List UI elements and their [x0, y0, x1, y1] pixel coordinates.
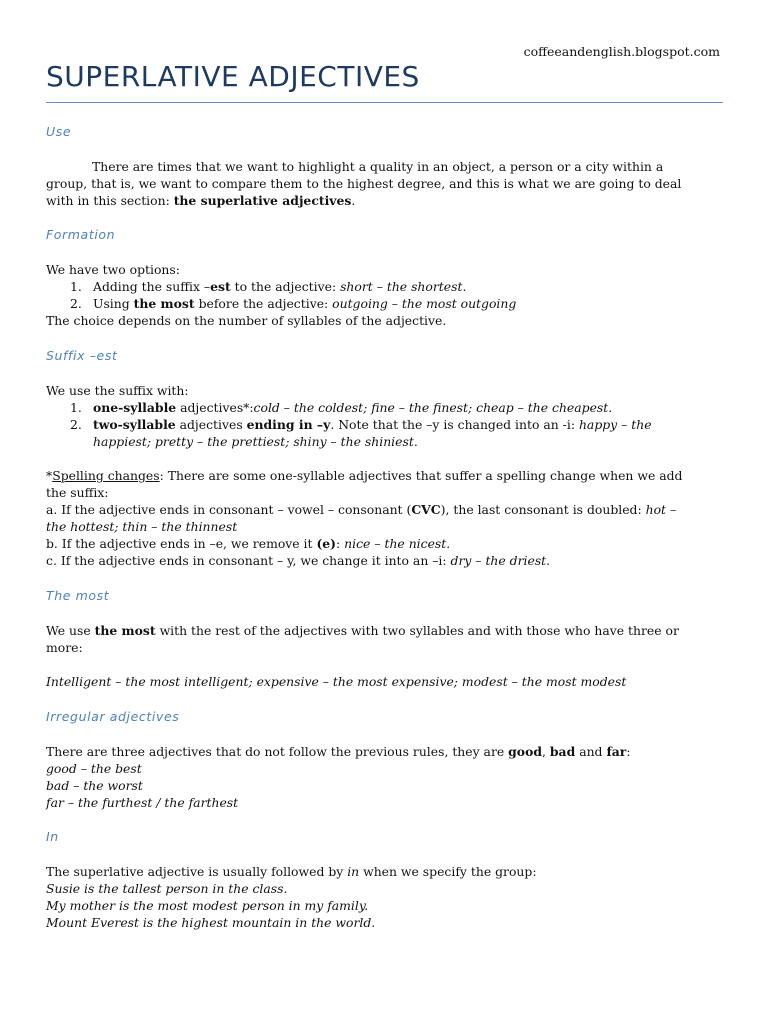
example-run: My mother is the most modest person in my family. [46, 898, 369, 913]
text-run: We use [46, 623, 95, 638]
text-run: to the adjective: [230, 279, 341, 294]
bold-run: CVC [411, 502, 441, 517]
text-run: ), the last consonant is doubled: [440, 502, 646, 517]
text-run: There are three adjectives that do not follow the previous rules, they are [46, 744, 509, 759]
text-run: : There are some one-syllable adjectives that suffer a spelling change when we add [159, 468, 683, 483]
rule-a-line2 [46, 518, 726, 535]
bold-run: bad [549, 744, 576, 759]
rule-c [46, 552, 726, 569]
text-run: * [46, 468, 53, 483]
bold-run: the most [94, 623, 156, 638]
text-run: and [575, 744, 607, 759]
heading-irregular-adjectives: Irregular adjectives [46, 709, 180, 724]
example-run: hot – [645, 502, 677, 517]
list-text [93, 295, 723, 312]
text-run: adjectives [175, 417, 247, 432]
text-run: a. If the adjective ends in consonant – vowel – consonant ( [46, 502, 412, 517]
rule-b [46, 535, 726, 552]
in-example-2 [46, 897, 726, 914]
example-run: Mount Everest is the highest mountain in the world. [46, 915, 376, 930]
text-run: adjectives*: [176, 400, 254, 415]
in-example-1 [46, 880, 726, 897]
example-run: Intelligent – the most intelligent; expensive – the most expensive; modest – the most modest [46, 674, 627, 689]
list-number: 1. [70, 400, 82, 415]
bold-run: the most [133, 296, 195, 311]
text-run: . [546, 553, 551, 568]
example-run: far – the furthest / the farthest [46, 795, 239, 810]
text-run: b. If the adjective ends in –e, we remove it [46, 536, 317, 551]
irregular-example-far [46, 794, 726, 811]
heading-the-most: The most [46, 588, 110, 603]
in-intro [46, 863, 726, 880]
example-run: good – the best [46, 761, 142, 776]
list-text [93, 433, 723, 450]
use-paragraph-line1: There are times that we want to highlight a quality in an object, a person or a city within a [92, 159, 664, 174]
bold-run: far [606, 744, 627, 759]
most-example [46, 673, 726, 690]
bold-run: (e) [316, 536, 337, 551]
in-example-3 [46, 914, 726, 931]
text-run: . [351, 193, 356, 208]
text-run: : [336, 536, 345, 551]
example-run: happiest; pretty – the prettiest; shiny – the shiniest [93, 434, 414, 449]
list-text [93, 278, 723, 295]
bold-run: two-syllable [93, 417, 176, 432]
example-run: happy – the [578, 417, 652, 432]
suffix-intro: We use the suffix with: [46, 383, 189, 398]
list-number: 1. [70, 279, 82, 294]
heading-use: Use [46, 124, 72, 139]
example-run: outgoing – the most outgoing [332, 296, 517, 311]
example-run: bad – the worst [46, 778, 143, 793]
formation-intro: We have two options: [46, 262, 180, 277]
text-run: with the rest of the adjectives with two syllables and with those who have three or [155, 623, 679, 638]
irregular-intro [46, 743, 726, 760]
text-run: . Note that the –y is changed into an -i: [330, 417, 579, 432]
site-url: coffeeandenglish.blogspot.com [523, 44, 720, 59]
bold-run: one-syllable [93, 400, 177, 415]
use-paragraph-line3 [46, 192, 726, 209]
text-run: c. If the adjective ends in consonant – y, we change it into an –i: [46, 553, 451, 568]
underlined-run: Spelling changes [52, 468, 160, 483]
irregular-example-bad [46, 777, 726, 794]
list-text [93, 399, 723, 416]
example-run: Susie is the tallest person in the class. [46, 881, 288, 896]
text-run: : [626, 744, 631, 759]
list-text [93, 416, 723, 433]
text-run: when we specify the group: [359, 864, 537, 879]
list-number: 2. [70, 417, 82, 432]
formation-outro: The choice depends on the number of syllables of the adjective. [46, 313, 447, 328]
heading-suffix-est: Suffix –est [46, 348, 118, 363]
bold-run: good [508, 744, 542, 759]
rule-a-line1 [46, 501, 726, 518]
example-run: the hottest; thin – the thinnest [46, 519, 238, 534]
page-title: SUPERLATIVE ADJECTIVES [46, 60, 420, 93]
spelling-changes-line1 [46, 467, 726, 484]
bold-run: est [210, 279, 231, 294]
irregular-example-good [46, 760, 726, 777]
example-run: short – the shortest. [340, 279, 467, 294]
example-run: dry – the driest [450, 553, 547, 568]
text-run: Using [93, 296, 134, 311]
use-paragraph-line2: group, that is, we want to compare them to the highest degree, and this is what we are going to deal [46, 176, 682, 191]
italic-run: in [347, 864, 360, 879]
text-run: . [608, 400, 613, 415]
text-run: Adding the suffix – [93, 279, 211, 294]
text-run: , [542, 744, 550, 759]
most-line1 [46, 622, 726, 639]
heading-in: In [46, 829, 59, 844]
example-run: cold – the coldest; fine – the finest; cheap – the cheapest [253, 400, 609, 415]
heading-formation: Formation [46, 227, 116, 242]
title-underline [46, 102, 723, 103]
spelling-changes-line2: the suffix: [46, 485, 109, 500]
example-run: nice – the nicest. [344, 536, 451, 551]
text-run: . [413, 434, 418, 449]
text-run: before the adjective: [194, 296, 333, 311]
text-run: with in this section: [46, 193, 174, 208]
most-line2: more: [46, 640, 83, 655]
list-number: 2. [70, 296, 82, 311]
text-run: The superlative adjective is usually followed by [46, 864, 348, 879]
bold-run: the superlative adjectives [173, 193, 352, 208]
bold-run: ending in –y [246, 417, 331, 432]
